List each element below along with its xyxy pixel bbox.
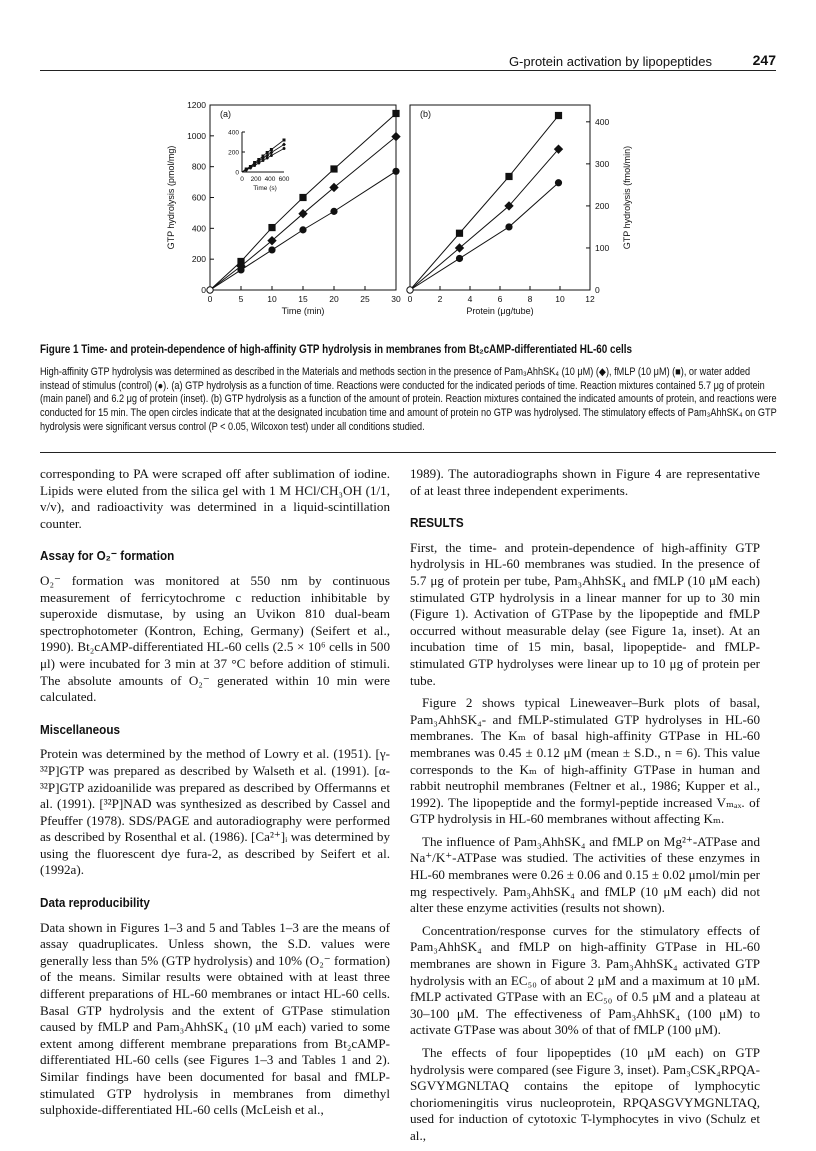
- inset-point-square: [270, 148, 273, 151]
- figure-1: [160, 92, 660, 330]
- panel-b-series-line-diamond: [410, 149, 559, 290]
- panel-b-label: (b): [420, 109, 431, 119]
- panel-a-point-square: [392, 110, 399, 117]
- panel-a-x-tick-label: 30: [391, 294, 401, 304]
- panel-a-point-circle: [330, 208, 337, 215]
- paragraph: Concentration/response curves for the stimulatory effects of Pam₃AhhSK₄ and fMLP on high-affinity GTPase in HL-60 membranes are shown in Figure 3. Pam₃AhhSK₄ activated GTP hydrolysis with an EC₅₀ of about 2 μM and a maximum at 10 μM. fMLP activated GTPase with an EC₅₀ of 0.5 μM and a plateau at 30–100 μM. The effectiveness of Pam₃AhhSK₄ (100 μM) to activate GTPase was about 30% of that of fMLP (100 μM).: [410, 922, 760, 1038]
- figure-1-chart: [160, 92, 660, 330]
- panel-b-point-circle: [555, 179, 562, 186]
- paragraph: The effects of four lipopeptides (10 μM each) on GTP hydrolysis were compared (see Figure 3, inset). Pam₃CSK₄RPQA-SGVYMGNLTAQ contains the epitope of lymphocytic choriomeningitis virus nucleoprotein, RPQASGVYMGNLTAQ, used for induction of cytotoxic T-lymphocytes in vivo (Schulz et al.,: [410, 1045, 760, 1143]
- running-title: G-protein activation by lipopeptides: [508, 54, 712, 69]
- panel-b-x-tick-label: 10: [555, 294, 565, 304]
- paragraph: corresponding to PA were scraped off after sublimation of iodine. Lipids were eluted from the silica gel with 1 M HCl/CH₃OH (1/1, v/v), and radioactivity was determined in a liquid-scintillation counter.: [40, 466, 390, 531]
- figure-title: Figure 1 Time- and protein-dependence of high-affinity GTP hydrolysis in membranes from Bt₂cAMP-differentiated HL-60 cells: [40, 344, 633, 356]
- figure-caption-text: High-affinity GTP hydrolysis was determined as described in the Materials and methods section in the presence of Pam₃AhhSK₄ (10 μM) (◆), fMLP (10 μM) (■), or water added instead of stimulus (control) (●). (a) GTP hydrolysis as a function of time. Reactions were conducted for the indicated periods of time. Reaction mixtures contained 5.7 μg of protein (main panel) and 6.2 μg of protein (inset). (b) GTP hydrolysis as a function of the amount of protein. Reaction mixtures contained the indicated amounts of protein, and reactions were conducted for 15 min. The open circles indicate that at the designated incubation time and amount of protein no GTP was hydrolysed. The stimulatory effects of Pam₃AhhSK₄ on GTP hydrolysis were significant versus control (P < 0.05, Wilcoxon test) under all conditions studied.: [40, 366, 777, 433]
- inset-point-square: [283, 139, 286, 142]
- inset-point-circle: [270, 154, 273, 157]
- panel-a-point-square: [299, 194, 306, 201]
- panel-a-x-tick-label: 0: [207, 294, 213, 304]
- panel-b-y-tick-label: 0: [595, 285, 600, 295]
- panel-a-point-circle: [299, 226, 306, 233]
- panel-a-origin-open-circle: [207, 287, 213, 293]
- section-heading-misc: Miscellaneous: [40, 721, 120, 737]
- inset-x-axis-label: Time (s): [253, 185, 277, 192]
- panel-b-origin-open-circle: [407, 287, 413, 293]
- panel-a-point-circle: [268, 246, 275, 253]
- inset-point-circle: [266, 157, 269, 160]
- panel-a-point-square: [268, 224, 275, 231]
- panel-a-y-tick-label: 400: [191, 223, 206, 234]
- page-header: [40, 42, 776, 71]
- inset-point-diamond: [282, 143, 286, 147]
- panel-b-point-circle: [456, 255, 463, 262]
- section-divider: [40, 452, 776, 453]
- panel-b-y-axis-label: GTP hydrolysis (fmol/min): [622, 145, 632, 250]
- paragraph: Protein was determined by the method of Lowry et al. (1951). [γ-³²P]GTP was prepared as described by Walseth et al. (1991). [α-³²P]GTP azidoanilide was prepared as described by Offermanns et al. (1991). [³²P]NAD was synthesized as described by Cassel and Pfeuffer (1978). SDS/PAGE and autoradiography were performed as described by Rosenthal et al. (1986). [Ca²⁺]ᵢ was determined by using the fluorescent dye fura-2, as described by Seifert et al. (1992a).: [40, 746, 390, 878]
- panel-b-x-tick-label: 0: [407, 294, 413, 304]
- inset-x-tick-label: 600: [278, 176, 290, 183]
- panel-b-y-tick-label: 100: [595, 242, 610, 253]
- page-number: 247: [752, 52, 776, 68]
- panel-a-x-tick-label: 20: [329, 294, 339, 304]
- paragraph: Data shown in Figures 1–3 and 5 and Tables 1–3 are the means of assay quadruplicates. Unless shown, the S.D. values were generally less than 5% (GTP hydrolysis) and 10% (O₂⁻ formation) of the means. Similar results were obtained with at least three different preparations of HL-60 membranes or intact HL-60 cells. Basal GTP hydrolysis and the extent of GTPase stimulation caused by fMLP and Pam₃AhhSK₄ (10 μM each) varied to some extent among different membrane preparations from Bt₂cAMP-differentiated HL-60 cells (see Figures 1–3 and Tables 1 and 2). Similar findings have been documented for basal and fMLP-stimulated GTP hydrolysis in membranes from dimethyl sulphoxide-differentiated HL-60 cells (McLeish et al.,: [40, 919, 390, 1118]
- inset-point-circle: [262, 159, 265, 162]
- panel-a-x-tick-label: 25: [360, 294, 370, 304]
- panel-b-x-tick-label: 8: [527, 294, 533, 304]
- panel-b-y-tick-label: 200: [595, 200, 610, 211]
- panel-a-y-tick-label: 1000: [187, 130, 206, 141]
- figure-caption: [40, 366, 777, 435]
- section-heading-results: RESULTS: [410, 515, 464, 531]
- panel-a-y-tick-label: 1200: [187, 100, 206, 110]
- inset-x-tick-label: 0: [240, 176, 244, 183]
- panel-b-x-tick-label: 2: [437, 294, 443, 304]
- paragraph: The influence of Pam₃AhhSK₄ and fMLP on Mg²⁺-ATPase and Na⁺/K⁺-ATPase was studied. The activities of these enzymes in HL-60 membranes were 0.26 ± 0.06 and 0.15 ± 0.02 μmol/min per mg respectively. Pam₃AhhSK₄ and fMLP (10 μM each) did not alter these enzyme activities (results not shown).: [410, 833, 760, 916]
- inset-point-circle: [283, 147, 286, 150]
- inset-y-tick-label: 0: [235, 169, 239, 177]
- panel-b-point-circle: [505, 223, 512, 230]
- paragraph: O₂⁻ formation was monitored at 550 nm by continuous measurement of ferricytochrome c reduction inhibitable by superoxide dismutase, by using an Uvikon 810 dual-beam spectrophotometer (Kontron, Eching, Germany) (Seifert et al., 1990). Bt₂cAMP-differentiated HL-60 cells (2.5 × 10⁶ cells in 500 μl) were incubated for 3 min at 37 °C before addition of stimuli. The absolute amounts of O₂⁻ generated within 10 min were calculated.: [40, 572, 390, 705]
- panel-b-x-axis-label: Protein (μg/tube): [466, 306, 534, 316]
- panel-b-x-tick-label: 6: [497, 294, 503, 304]
- panel-a-y-tick-label: 200: [191, 254, 206, 265]
- paragraph: 1989). The autoradiographs shown in Figure 4 are representative of at least three independent experiments.: [410, 466, 760, 498]
- inset-point-circle: [245, 169, 248, 172]
- inset-x-tick-label: 200: [250, 176, 262, 183]
- inset-x-tick-label: 400: [264, 176, 276, 183]
- panel-a-point-circle: [237, 266, 244, 273]
- panel-b-x-tick-label: 4: [467, 294, 473, 304]
- section-heading-assay: Assay for O₂⁻ formation: [40, 548, 175, 564]
- inset-point-square: [266, 151, 269, 154]
- panel-a-x-tick-label: 10: [267, 294, 277, 304]
- panel-a-x-tick-label: 5: [238, 294, 244, 304]
- panel-a-y-axis-label: GTP hydrolysis (pmol/mg): [166, 145, 176, 250]
- paragraph: Figure 2 shows typical Lineweaver–Burk plots of basal, Pam₃AhhSK₄- and fMLP-stimulated GTP hydrolyses in HL-60 membranes. The Kₘ of basal high-affinity GTPase in HL-60 membranes was 0.45 ± 0.12 μM (mean ± S.D., n = 6). This value corresponds to the Kₘ of high-affinity GTPase in human and rabbit neutrophil membranes (Feltner et al., 1986; Kupper et al., 1992). The lipopeptide and the formyl-peptide increased Vₘₐₓ. of GTP hydrolysis in HL-60 membranes without affecting Kₘ.: [410, 695, 760, 827]
- panel-a-point-square: [330, 165, 337, 172]
- left-column: [40, 466, 390, 1125]
- inset-point-circle: [249, 167, 252, 170]
- inset-point-circle: [253, 164, 256, 167]
- panel-b-x-tick-label: 12: [585, 294, 595, 304]
- right-column: [410, 466, 760, 1151]
- panel-b-y-tick-label: 300: [595, 158, 610, 169]
- section-heading-data: Data reproducibility: [40, 895, 150, 911]
- inset-y-tick-label: 200: [228, 149, 239, 157]
- panel-b-point-square: [456, 230, 463, 237]
- panel-a-label: (a): [220, 109, 231, 119]
- inset-point-circle: [257, 162, 260, 165]
- panel-b-point-square: [555, 112, 562, 119]
- inset-y-tick-label: 400: [228, 129, 239, 137]
- panel-a-y-tick-label: 800: [191, 161, 206, 172]
- panel-b-series-line-circle: [410, 183, 559, 290]
- paragraph: First, the time- and protein-dependence of high-affinity GTP hydrolysis in HL-60 membranes was studied. In the presence of 5.7 μg of protein per tube, Pam₃AhhSK₄ and fMLP (10 μM each) stimulated GTP hydrolysis in a linear manner for up to 30 min (Figure 1). Activation of GTPase by the lipopeptide and fMLP occurred without measurable delay (see Figure 1a, inset). At an incubation time of 15 min, basal, lipopeptide- and fMLP-stimulated GTP hydrolyses were linear up to 10 μg of protein per tube.: [410, 539, 760, 688]
- panel-a-point-circle: [392, 168, 399, 175]
- panel-b-point-square: [505, 173, 512, 180]
- panel-a-x-tick-label: 15: [298, 294, 308, 304]
- panel-a-y-tick-label: 0: [201, 285, 206, 295]
- panel-a-y-tick-label: 600: [191, 192, 206, 203]
- panel-b-y-tick-label: 400: [595, 116, 610, 127]
- panel-b-frame: [410, 105, 590, 290]
- panel-a-x-axis-label: Time (min): [281, 306, 325, 316]
